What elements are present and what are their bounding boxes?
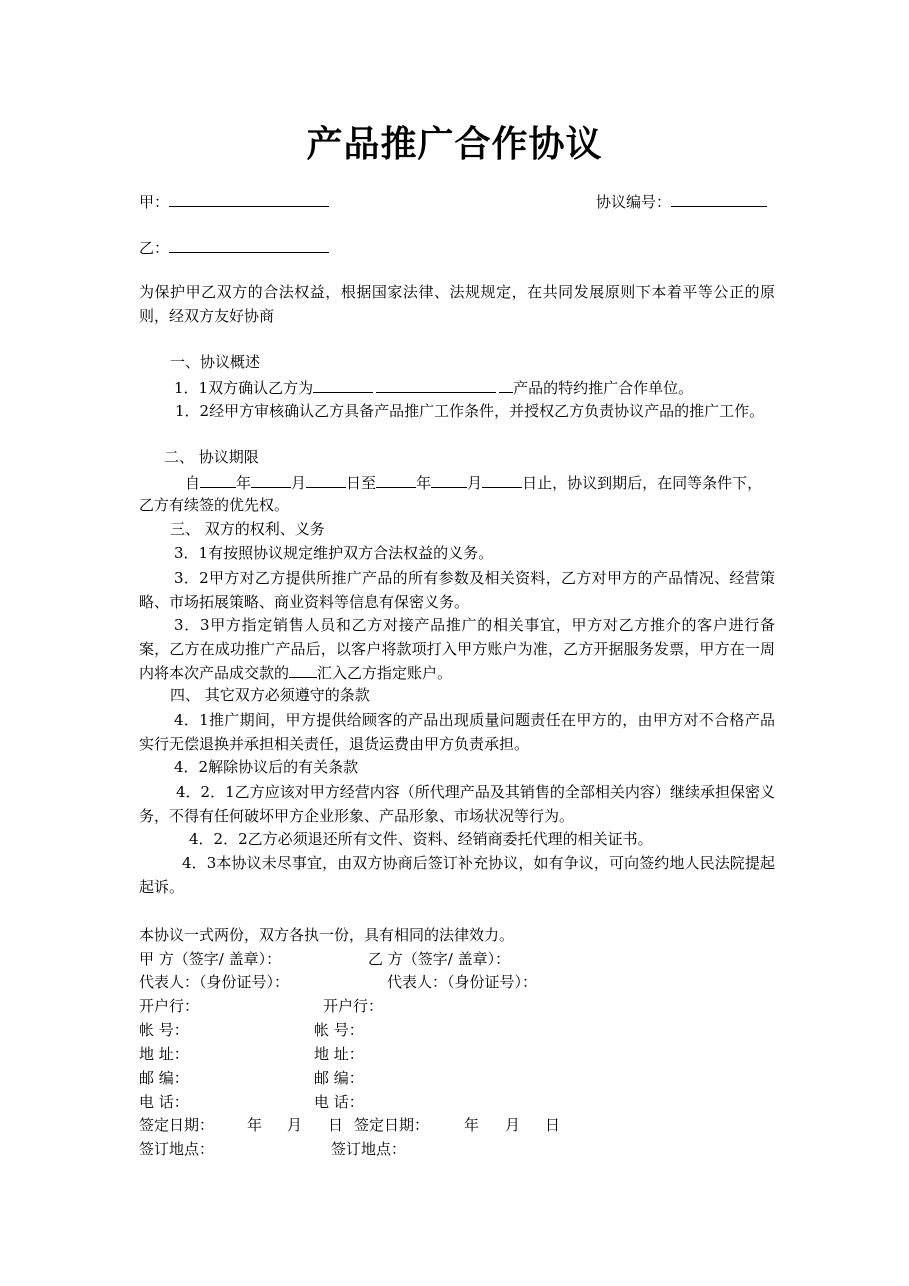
clause-4-2-2: 4．2．2乙方必须退还所有文件、资料、经销商委托代理的相关证书。: [189, 830, 653, 848]
clause-3-3: [139, 614, 775, 686]
bank-a-label: 开户行：: [139, 997, 200, 1015]
document-title: 产品推广合作协议: [306, 123, 603, 165]
start-year-blank[interactable]: [200, 471, 236, 488]
end-month-blank[interactable]: [431, 471, 467, 488]
clause-1-2: 1．2经甲方审核确认乙方具备产品推广工作条件，并授权乙方负责协议产品的推广工作。: [175, 402, 765, 420]
clause-4-2-1: 4．2．1乙方应该对甲方经营内容（所代理产品及其销售的全部相关内容）继续承担保密义务，不得有任何破坏甲方企业形象、产品形象、市场状况等行为。: [139, 783, 775, 825]
term-year-label: 年: [236, 474, 252, 492]
sign-date-b-day: 日: [545, 1116, 561, 1134]
party-b-label: 乙：: [139, 239, 170, 257]
party-a-blank[interactable]: [169, 190, 329, 207]
product-blank-1[interactable]: [313, 376, 373, 393]
product-blank-3[interactable]: [499, 376, 513, 393]
sign-date-b-label: 签定日期：: [354, 1116, 430, 1134]
sign-date-a-day: 日: [328, 1116, 344, 1134]
copies-statement: 本协议一式两份，双方各执一份，具有相同的法律效力。: [139, 926, 515, 944]
sig-a-label: 甲 方（签字/ 盖章）：: [139, 950, 282, 968]
term-day-to: 日至: [346, 474, 377, 492]
term-month2-label: 月: [467, 474, 483, 492]
address-b-label: 地 址：: [314, 1045, 364, 1063]
agreement-no-line: [596, 190, 767, 212]
clause-3-3-pre: 3．3甲方指定销售人员和乙方对接产品推广的相关事宜，甲方对乙方推介的客户进行备案，乙方在成功推广产品后，以客户将款项打入甲方账户为准，乙方开据服务发票，甲方在一周内将本次产品成交款的: [139, 616, 775, 682]
clause-1-1-pre: 1．1双方确认乙方为: [174, 379, 314, 397]
phone-a-label: 电 话：: [139, 1093, 189, 1111]
sign-date-a-label: 签定日期：: [139, 1116, 215, 1134]
sig-b-label: 乙 方（签字/ 盖章）：: [368, 950, 511, 968]
clause-4-2: 4．2解除协议后的有关条款: [174, 758, 359, 776]
term-from: 自: [185, 474, 201, 492]
term-line-2: 乙方有续签的优先权。: [139, 496, 290, 514]
clause-4-3: 4．3本协议未尽事宜，由双方协商后签订补充协议，如有争议，可向签约地人民法院提起起诉。: [139, 854, 775, 896]
section-2-heading: 二、 协议期限: [164, 448, 259, 466]
clause-1-1-post: 产品的特约推广合作单位。: [513, 379, 694, 397]
payment-ratio-blank[interactable]: [289, 661, 317, 678]
clause-3-2: 3．2甲方对乙方提供所推广产品的所有参数及相关资料，乙方对甲方的产品情况、经营策略、市场拓展策略、商业资料等信息有保密义务。: [139, 569, 775, 611]
section-4-heading: 四、 其它双方必须遵守的条款: [170, 686, 370, 704]
term-end: 日止，协议到期后，在同等条件下，: [522, 474, 763, 492]
sign-date-a-month: 月: [287, 1116, 303, 1134]
account-a-label: 帐 号：: [139, 1021, 189, 1039]
sign-date-b-month: 月: [505, 1116, 521, 1134]
clause-3-3-post: 汇入乙方指定账户。: [317, 664, 453, 682]
account-b-label: 帐 号：: [314, 1021, 364, 1039]
bank-b-label: 开户行：: [323, 997, 384, 1015]
zip-a-label: 邮 编：: [139, 1069, 189, 1087]
section-1-heading: 一、协议概述: [170, 353, 261, 371]
sign-place-b-label: 签订地点：: [331, 1140, 407, 1158]
rep-b-label: 代表人：（身份证号）：: [387, 973, 538, 991]
preamble: 为保护甲乙双方的合法权益，根据国家法律、法规规定，在共同发展原则下本着平等公正的原则，经双方友好协商: [139, 283, 775, 325]
party-b-line: [139, 236, 329, 258]
end-year-blank[interactable]: [376, 471, 416, 488]
rep-a-label: 代表人：（身份证号）：: [139, 973, 290, 991]
end-day-blank[interactable]: [482, 471, 522, 488]
address-a-label: 地 址：: [139, 1045, 189, 1063]
clause-3-1: 3．1有按照协议规定维护双方合法权益的义务。: [174, 544, 494, 562]
party-a-line: [139, 190, 329, 212]
product-blank-2[interactable]: [376, 376, 496, 393]
clause-4-1: 4．1推广期间，甲方提供给顾客的产品出现质量问题责任在甲方的，由甲方对不合格产品实行无偿退换并承担相关责任，退货运费由甲方负责承担。: [139, 711, 775, 753]
term-month-label: 月: [291, 474, 307, 492]
term-line: [185, 471, 762, 493]
agreement-no-label: 协议编号：: [596, 193, 672, 211]
sign-date-b-year: 年: [464, 1116, 480, 1134]
sign-date-a-year: 年: [247, 1116, 263, 1134]
party-b-blank[interactable]: [169, 236, 329, 253]
start-month-blank[interactable]: [251, 471, 291, 488]
sign-place-a-label: 签订地点：: [139, 1140, 215, 1158]
clause-1-1: [174, 376, 693, 398]
phone-b-label: 电 话：: [314, 1093, 364, 1111]
term-year2-label: 年: [416, 474, 432, 492]
start-day-blank[interactable]: [306, 471, 346, 488]
agreement-no-blank[interactable]: [671, 190, 767, 207]
section-3-heading: 三、 双方的权利、义务: [170, 520, 325, 538]
party-a-label: 甲：: [139, 193, 170, 211]
zip-b-label: 邮 编：: [314, 1069, 364, 1087]
